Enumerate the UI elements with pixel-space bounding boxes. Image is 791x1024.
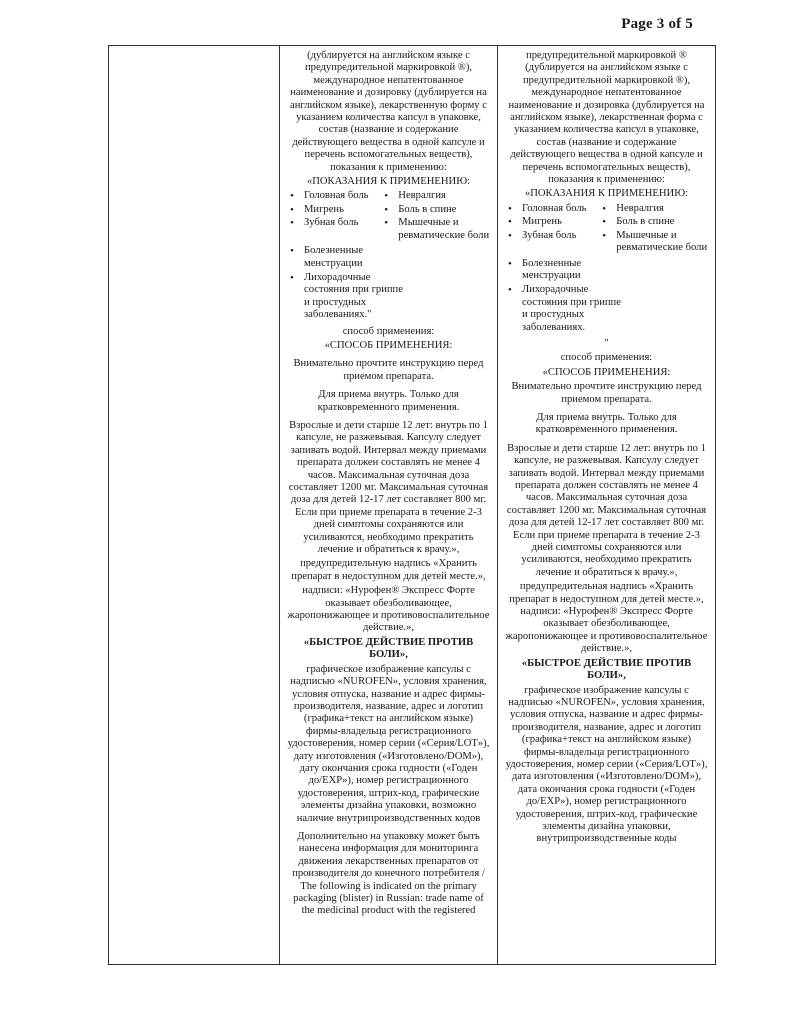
list-item: • Мышечные и ревматические боли (380, 217, 491, 242)
method-title: «СПОСОБ ПРИМЕНЕНИЯ: (324, 339, 453, 351)
storage-warning: предупредительную надпись «Хранить препарат в недоступном для детей месте.», (291, 558, 486, 582)
oral-use: Для приема внутрь. Только для кратковременного применения. (535, 411, 678, 436)
method-title: «СПОСОБ ПРИМЕНЕНИЯ: (542, 366, 671, 378)
additional-info: Дополнительно на упаковку может быть нанесена информация для мониторинга движения лекарственных препаратов от производителя до конечного потребителя / The following is indicated on the primary packaging (blister) in Russian: trade name of the medicinal product with the registered (292, 830, 485, 917)
fast-action-text: «БЫСТРОЕ ДЕЙСТВИЕ ПРОТИВ БОЛИ», (303, 636, 474, 661)
list-item: • Невралгия (380, 190, 491, 202)
paragraph-intro: (дублируется на английском языке с предупредительной маркировкой ®), международное непатентованное наименование и дозировку (дублируется на английском языке), лекарственную форму с указанием количества капсул в упаковке, состав (название и содержание действующего вещества в одной капсуле и перечень вспомогательных веществ), показания к применению: (290, 50, 487, 173)
indications-title: «ПОКАЗАНИЯ К ПРИМЕНЕНИЮ: (306, 176, 471, 188)
indications-list-continued (504, 258, 627, 334)
list-item: • Головная боль (504, 203, 598, 215)
paragraph-intro: предупредительной маркировкой ® (дублируется на английском языке с предупредительной маркировкой ®), международное непатентованное наименование и дозировка (дублируется на английском языке), лекарственная форма с указанием количества капсул в упаковке, состав (название и содержание действующего вещества в одной капсуле и перечень вспомогательных веществ), показания к применению: (508, 50, 705, 186)
list-item: • Невралгия (598, 203, 709, 215)
indications-list-continued (286, 245, 409, 321)
list-item: • Зубная боль (504, 230, 598, 242)
table-column-empty (109, 46, 280, 964)
closing-quote: " (604, 337, 609, 349)
page-number: Page 3 of 5 (621, 16, 693, 32)
list-item: • Лихорадочные состояния при гриппе и простудных заболеваниях. (504, 284, 627, 334)
label-text: надписи: «Нурофен® Экспресс Форте оказывает обезболивающее, жаропонижающее и противовоспалительное действие.», (287, 585, 490, 634)
indications-title: «ПОКАЗАНИЯ К ПРИМЕНЕНИЮ: (524, 188, 689, 200)
dosage-text: Взрослые и дети старше 12 лет: внутрь по 1 капсуле, не разжевывая. Капсулу следует запивать водой. Интервал между приемами препарата должен составлять не менее 4 часов. Максимальная суточная доза составляет 1200 мг. Максимальная суточная доза для детей 12-17 лет составляет 800 мг. Если при приеме препарата в течение 2-3 дней симптомы сохраняются или усиливаются, необходимо прекратить лечение и обратиться к врачу.», (288, 419, 489, 556)
method-label: способ применения: (560, 352, 653, 364)
oral-use: Для приема внутрь. Только для кратковременного применения. (317, 389, 460, 413)
list-item: • Мигрень (286, 204, 380, 216)
list-item: • Мышечные и ревматические боли (598, 230, 709, 255)
list-item: • Боль в спине (380, 204, 491, 216)
fast-action-text: «БЫСТРОЕ ДЕЙСТВИЕ ПРОТИВ БОЛИ», (521, 657, 692, 682)
indications-list (286, 190, 491, 243)
indications-list (504, 203, 709, 256)
table-column-current-text (280, 46, 498, 964)
list-item: • Лихорадочные состояния при гриппе и простудных заболеваниях." (286, 272, 409, 322)
method-label: способ применения: (342, 325, 435, 337)
dosage-text: Взрослые и дети старше 12 лет: внутрь по 1 капсуле, не разжевывая. Капсулу следует запивать водой. Интервал между приемами препарата должен составлять не менее 4 часов. Максимальная суточная доза составляет 1200 мг. Максимальная суточная доза для детей 12-17 лет составляет 800 мг. Если при приеме препарата в течение 2-3 дней симптомы сохраняются или усиливаются, необходимо прекратить лечение и обратиться к врачу.», (506, 442, 707, 578)
list-item: • Болезненные менструации (504, 258, 627, 283)
read-instructions: Внимательно прочтите инструкцию перед приемом препарата. (293, 358, 484, 382)
read-instructions: Внимательно прочтите инструкцию перед приемом препарата. (511, 381, 702, 405)
list-item: • Боль в спине (598, 216, 709, 228)
list-item: • Болезненные менструации (286, 245, 409, 270)
packaging-details: графическое изображение капсулы с надписью «NUROFEN», условия хранения, условия отпуска, название и адрес фирмы-производителя, название, адрес и логотип (графика+текст на английском языке) фирмы-владельца регистрационного удостоверения, номер серии («Серия/LOT»), дату изготовления («Изготовлено/DOM»), дату окончания срока годности («Годен до/EXP»), номер регистрационного удостоверения, штрих-код, графические элементы дизайна упаковки, возможно наличие внутрипроизводственных кодов (287, 663, 490, 824)
list-item: • Головная боль (286, 190, 380, 202)
list-item: • Мигрень (504, 216, 598, 228)
document-table (108, 45, 716, 965)
warning-and-labels: предупредительная надпись «Хранить препарат в недоступном для детей месте.», надписи: «Нурофен® Экспресс Форте оказывает обезболивающее, жаропонижающее и противовоспалительное действие.», (505, 581, 708, 655)
table-column-proposed-text (498, 46, 715, 964)
list-item: • Зубная боль (286, 217, 380, 229)
packaging-details: графическое изображение капсулы с надписью «NUROFEN», условия хранения, условия отпуска, название и адрес фирмы-производителя, название, адрес и логотип (графика+текст на английском языке) фирмы-владельца регистрационного удостоверения, номер серии («Серия/LOT»), дата изготовления («Изготовлено/DOM»), дата окончания срока годности («Годен до/EXP»), номер регистрационного удостоверения, штрих-код, графические элементы дизайна упаковки, внутрипроизводственные коды (505, 684, 708, 845)
